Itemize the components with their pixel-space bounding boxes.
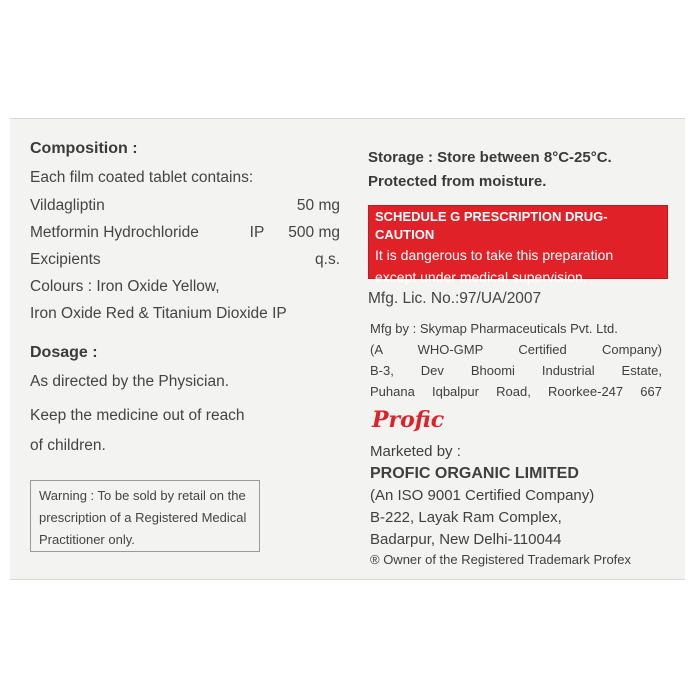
caution-line-2: except under medical supervision. (375, 269, 587, 285)
brand-logo: Profic (372, 407, 445, 433)
composition-heading: Composition : (30, 140, 138, 157)
ingredient-name: Metformin Hydrochloride (30, 224, 199, 241)
ingredient-row (30, 248, 340, 272)
manufacturer-line-3: B-3, Dev Bhoomi Industrial Estate, (370, 363, 662, 378)
warning-line-3: Practitioner only. (39, 532, 135, 547)
ingredient-name: Excipients (30, 251, 101, 268)
marketer-line-3: Badarpur, New Delhi-110044 (370, 531, 562, 548)
manufacturer-block (370, 318, 662, 402)
manufacturer-line-2: (A WHO-GMP Certified Company) (370, 342, 662, 357)
marketed-by-label: Marketed by : (370, 443, 461, 460)
ingredient-amount: 500 mg (288, 224, 340, 241)
keep-away-line-2: of children. (30, 437, 106, 454)
ingredient-name: Vildagliptin (30, 197, 105, 214)
left-column (30, 140, 340, 458)
colours-line-2: Iron Oxide Red & Titanium Dioxide IP (30, 305, 287, 322)
schedule-g-caution-box (368, 205, 668, 285)
storage-line-2: Protected from moisture. (368, 173, 547, 190)
dosage-heading: Dosage : (30, 344, 98, 361)
colours-line-1: Colours : Iron Oxide Yellow, (30, 278, 220, 295)
marketer-block (370, 441, 632, 569)
manufacturer-line-1: Mfg by : Skymap Pharmaceuticals Pvt. Ltd. (370, 321, 618, 336)
warning-box (30, 480, 260, 552)
dosage-text: As directed by the Physician. (30, 373, 230, 390)
ingredient-amount: q.s. (315, 251, 340, 268)
storage-line-1: Storage : Store between 8°C-25°C. (368, 149, 612, 166)
keep-away-line-1: Keep the medicine out of reach (30, 407, 245, 424)
ingredient-row (30, 221, 340, 245)
warning-line-2: prescription of a Registered Medical (39, 510, 247, 525)
right-column (368, 140, 668, 194)
manufacturing-license: Mfg. Lic. No.:97/UA/2007 (368, 290, 542, 307)
ingredient-standard: IP (249, 224, 265, 241)
manufacturer-line-4: Puhana Iqbalpur Road, Roorkee-247 667 (370, 384, 662, 399)
ingredient-row (30, 194, 340, 218)
marketer-line-1: (An ISO 9001 Certified Company) (370, 487, 595, 504)
composition-intro: Each film coated tablet contains: (30, 169, 254, 186)
caution-title: SCHEDULE G PRESCRIPTION DRUG-CAUTION (375, 209, 608, 242)
ingredient-amount: 50 mg (296, 197, 340, 214)
trademark-note: ® Owner of the Registered Trademark Profex (370, 552, 632, 567)
caution-line-1: It is dangerous to take this preparation (375, 247, 614, 263)
marketer-name: PROFIC ORGANIC LIMITED (370, 465, 579, 482)
marketer-line-2: B-222, Layak Ram Complex, (370, 509, 562, 526)
warning-line-1: Warning : To be sold by retail on the (39, 488, 246, 503)
